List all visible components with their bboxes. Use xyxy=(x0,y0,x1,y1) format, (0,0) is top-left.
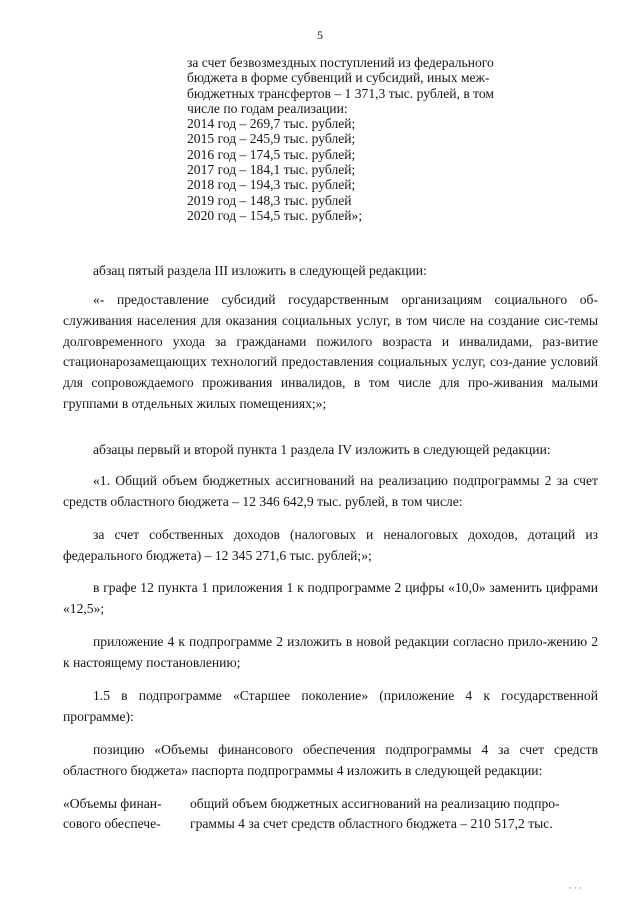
table-value-cell xyxy=(190,794,590,834)
table-label-cell xyxy=(63,794,181,834)
paragraph-section-4: абзацы первый и второй пункта 1 раздела IV изложить в следующей редакции: xyxy=(93,442,551,457)
paragraph-older-generation: 1.5 в подпрограмме «Старшее поколение» (приложение 4 к государственной программе): xyxy=(63,688,598,724)
year-line: 2016 год – 174,5 тыс. рублей; xyxy=(187,146,356,162)
year-line: 2019 год – 148,3 тыс. рублей xyxy=(187,192,352,208)
paragraph-appendix-4: приложение 4 к подпрограмме 2 изложить в новой редакции согласно прило-жению 2 к настоящему постановлению; xyxy=(63,634,598,670)
funding-by-year-block xyxy=(187,55,547,223)
text-line: бюджетных трансфертов – 1 371,3 тыс. рублей, в том xyxy=(187,85,495,101)
paragraph-own-revenues: за счет собственных доходов (налоговых и неналоговых доходов, дотаций из федерального бюджета) – 12 345 271,6 тыс. рублей;»; xyxy=(63,527,598,563)
year-line: 2014 год – 269,7 тыс. рублей; xyxy=(187,116,356,132)
table-label-line: сового обеспече- xyxy=(63,816,161,831)
paragraph-appendix-1: в графе 12 пункта 1 приложения 1 к подпрограмме 2 цифры «10,0» заменить цифрами «12,5»; xyxy=(63,580,598,616)
table-label-line: «Объемы финан- xyxy=(63,796,162,811)
year-line: 2015 год – 245,9 тыс. рублей; xyxy=(187,131,356,147)
paragraph-section-3: абзац пятый раздела III изложить в следующей редакции: xyxy=(93,263,427,278)
text-line: за счет безвозмездных поступлений из федерального xyxy=(187,55,494,70)
year-line: 2020 год – 154,5 тыс. рублей»; xyxy=(187,207,363,223)
year-line: 2018 год – 194,3 тыс. рублей; xyxy=(187,177,356,193)
text-line: бюджета в форме субвенций и субсидий, иных меж- xyxy=(187,70,490,86)
page-number: 5 xyxy=(317,28,323,42)
text-line: числе по годам реализации: xyxy=(187,100,348,116)
table-value-line: граммы 4 за счет средств областного бюджета – 210 517,2 тыс. xyxy=(190,816,553,831)
paragraph-total-volume: «1. Общий объем бюджетных ассигнований на реализацию подпрограммы 2 за счет средств областного бюджета – 12 346 642,9 тыс. рублей, в том числе: xyxy=(63,473,598,509)
paragraph-subsidies: «- предоставление субсидий государственным организациям социального об-служивания населения для оказания социальных услуг, в том числе на создание сис-темы долговременного ухода за гражданами пожилого возраста и инвалидами, раз-витие стационарозамещающих технологий предоставления социальных услуг, соз-дание условий для сопровождаемого проживания инвалидов, в том числе для про-живания малыми группами в отдельных жилых помещениях;»; xyxy=(63,292,598,411)
corner-marks: · · · xyxy=(568,883,582,893)
year-line: 2017 год – 184,1 тыс. рублей; xyxy=(187,162,356,178)
table-value-line: общий объем бюджетных ассигнований на реализацию подпро- xyxy=(190,796,560,811)
paragraph-position-funding: позицию «Объемы финансового обеспечения подпрограммы 4 за счет средств областного бюджета» паспорта подпрограммы 4 изложить в следующей редакции: xyxy=(63,742,598,778)
